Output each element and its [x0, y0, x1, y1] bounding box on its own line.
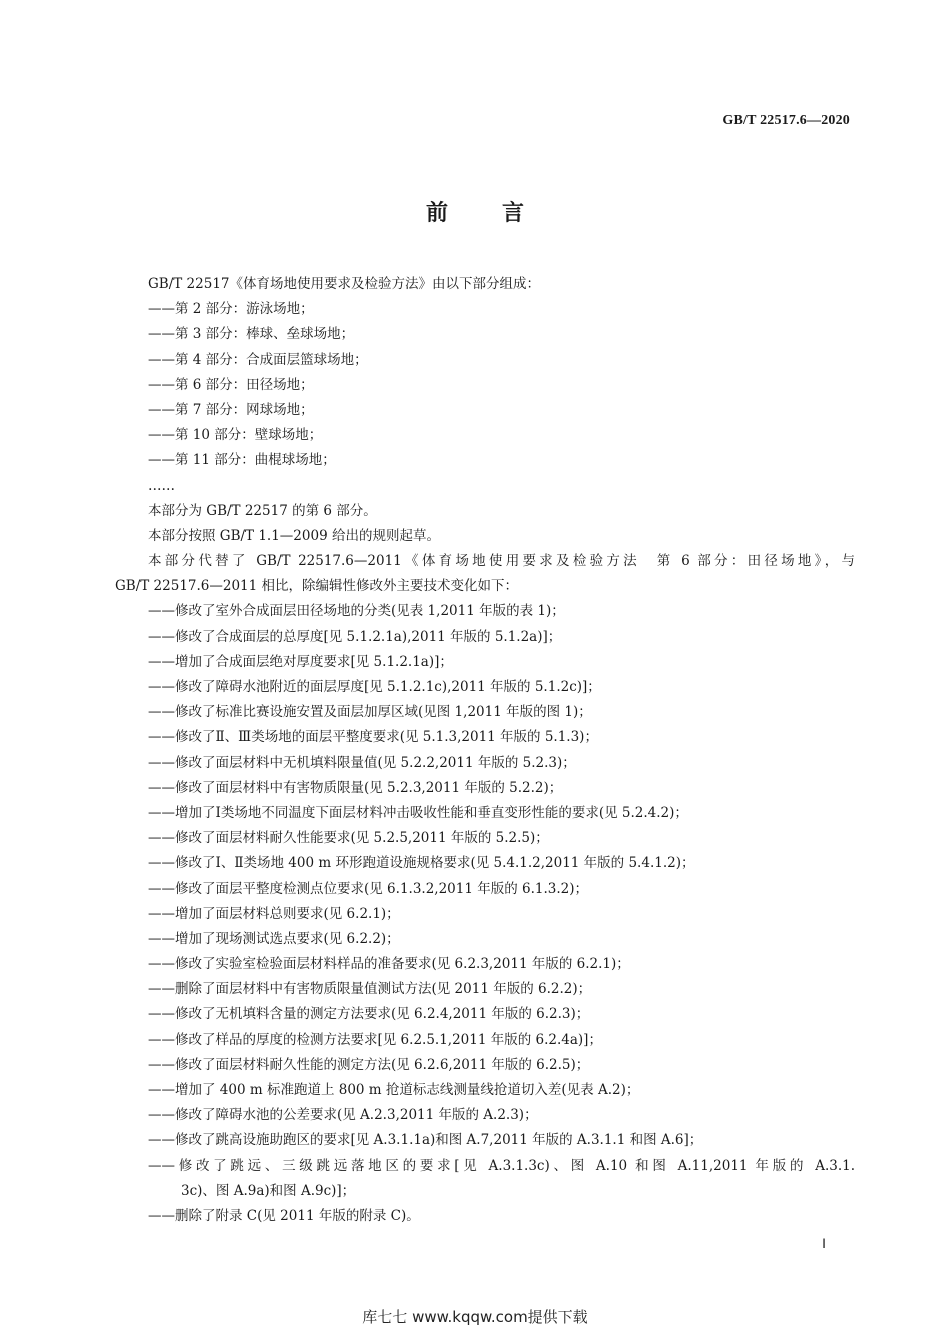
- change-item: ——修改了Ⅰ、Ⅱ类场地 400 m 环形跑道设施规格要求(见 5.4.1.2,2011 年版的 5.4.1.2)；: [148, 855, 695, 872]
- change-item: ——修改了跳远、三级跳远落地区的要求[见 A.3.1.3c)、图 A.10 和图 A.11,2011 年版的 A.3.1.: [148, 1157, 855, 1174]
- change-item: ——修改了面层材料中无机填料限量值(见 5.2.2,2011 年版的 5.2.3)；: [148, 754, 576, 771]
- page-number: Ⅰ: [822, 1236, 826, 1251]
- change-item: ——修改了无机填料含量的测定方法要求(见 6.2.4,2011 年版的 6.2.3)；: [148, 1006, 590, 1023]
- change-item: ——增加了Ⅰ类场地不同温度下面层材料冲击吸收性能和垂直变形性能的要求(见 5.2.4.2)；: [148, 804, 688, 821]
- standard-code: GB/T 22517.6—2020: [722, 113, 850, 128]
- change-item: ——修改了障碍水池附近的面层厚度[见 5.1.2.1c),2011 年版的 5.1.2c)]；: [148, 679, 601, 695]
- list-item: ——第 3 部分：棒球、垒球场地；: [148, 326, 355, 343]
- change-item: ——修改了面层平整度检测点位要求(见 6.1.3.2,2011 年版的 6.1.3.2)；: [148, 880, 589, 897]
- change-item: ——修改了障碍水池的公差要求(见 A.2.3,2011 年版的 A.2.3)；: [148, 1107, 538, 1124]
- replacement-paragraph-line: GB/T 22517.6—2011 相比，除编辑性修改外主要技术变化如下：: [115, 578, 519, 595]
- change-item: ——修改了样品的厚度的检测方法要求[见 6.2.5.1,2011 年版的 6.2.4a)]；: [148, 1031, 602, 1048]
- footer-watermark: 库七七 www.kqqw.com提供下载: [362, 1308, 588, 1326]
- change-item: ——删除了附录 C(见 2011 年版的附录 C)。: [148, 1207, 420, 1224]
- list-item: ——第 10 部分：壁球场地；: [148, 427, 323, 444]
- change-item: ——修改了面层材料耐久性能要求(见 5.2.5,2011 年版的 5.2.5)；: [148, 830, 549, 847]
- change-item: ——修改了合成面层的总厚度[见 5.1.2.1a),2011 年版的 5.1.2a)]；: [148, 628, 562, 645]
- ellipsis: ……: [148, 477, 175, 494]
- replacement-paragraph-line: 本部分代替了 GB/T 22517.6—2011《体育场地使用要求及检验方法 第 6 部分：田径场地》，与: [148, 553, 855, 570]
- intro-paragraph: GB/T 22517《体育场地使用要求及检验方法》由以下部分组成：: [148, 276, 540, 292]
- change-item: ——增加了现场测试选点要求(见 6.2.2)；: [148, 930, 400, 947]
- change-item: ——修改了面层材料中有害物质限量(见 5.2.3,2011 年版的 5.2.2)；: [148, 779, 563, 796]
- list-item: ——第 6 部分：田径场地；: [148, 376, 314, 393]
- change-item: ——删除了面层材料中有害物质限量值测试方法(见 2011 年版的 6.2.2)；: [148, 981, 592, 998]
- change-item: ——修改了室外合成面层田径场地的分类(见表 1,2011 年版的表 1)；: [148, 603, 565, 620]
- change-item: ——增加了 400 m 标准跑道上 800 m 抢道标志线测量线抢道切入差(见表 A.2)；: [148, 1082, 640, 1098]
- change-item: ——修改了实验室检验面层材料样品的准备要求(见 6.2.3,2011 年版的 6.2.1)；: [148, 956, 630, 973]
- statement-paragraph: 本部分按照 GB/T 1.1—2009 给出的规则起草。: [148, 527, 440, 544]
- list-item: ——第 4 部分：合成面层篮球场地；: [148, 351, 368, 368]
- change-item-continuation: 3c)、图 A.9a)和图 A.9c)]；: [181, 1182, 356, 1199]
- page-title: 前言: [425, 201, 578, 226]
- change-item: ——修改了标准比赛设施安置及面层加厚区域(见图 1,2011 年版的图 1)；: [148, 704, 592, 721]
- list-item: ——第 11 部分：曲棍球场地；: [148, 452, 336, 469]
- statement-paragraph: 本部分为 GB/T 22517 的第 6 部分。: [148, 502, 377, 519]
- change-item: ——修改了Ⅱ、Ⅲ类场地的面层平整度要求(见 5.1.3,2011 年版的 5.1.3)；: [148, 729, 598, 746]
- document-body: [115, 272, 855, 1229]
- change-item: ——增加了面层材料总则要求(见 6.2.1)；: [148, 905, 400, 922]
- change-item: ——增加了合成面层绝对厚度要求[见 5.1.2.1a)]；: [148, 653, 453, 670]
- list-item: ——第 2 部分：游泳场地；: [148, 301, 314, 318]
- change-item: ——修改了面层材料耐久性能的测定方法(见 6.2.6,2011 年版的 6.2.5)；: [148, 1056, 590, 1073]
- change-item: ——修改了跳高设施助跑区的要求[见 A.3.1.1a)和图 A.7,2011 年版的 A.3.1.1 和图 A.6]；: [148, 1132, 703, 1149]
- list-item: ——第 7 部分：网球场地；: [148, 401, 314, 418]
